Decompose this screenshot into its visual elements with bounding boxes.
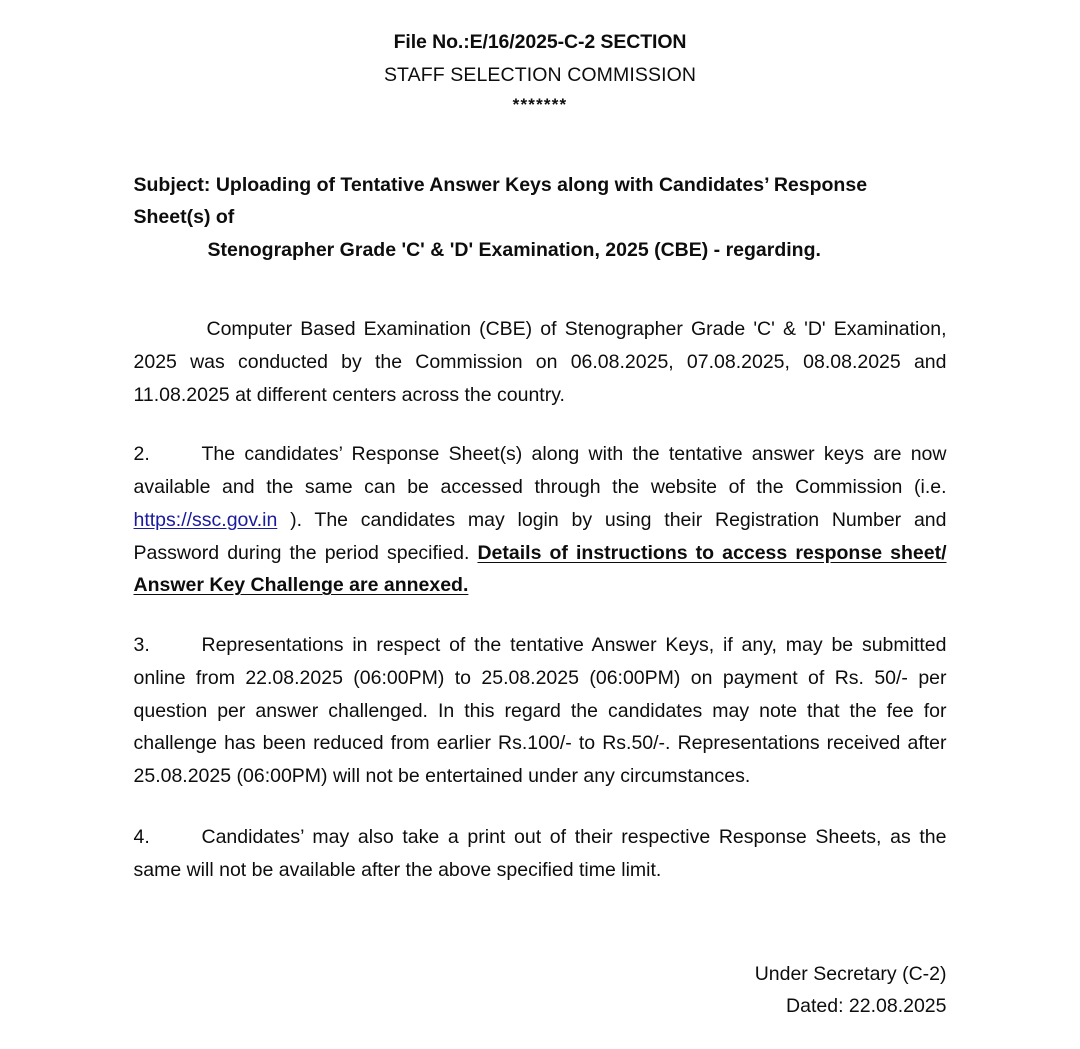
document-header bbox=[0, 0, 1080, 113]
paragraph-1 bbox=[134, 313, 947, 411]
signature-date: Dated: 22.08.2025 bbox=[786, 994, 947, 1017]
paragraph-2 bbox=[134, 438, 947, 602]
paragraph-2-emphasis: Details of instructions to access response sheet/ Answer Key Challenge are annexed. bbox=[133, 541, 947, 597]
signatory-designation: Under Secretary (C-2) bbox=[754, 963, 947, 986]
paragraph-3 bbox=[134, 629, 947, 793]
paragraph-1-text: Computer Based Examination (CBE) of Stenographer Grade 'C' & 'D' Examination, 2025 was conducted by the Commission on 06.08.2025, 07.08.2025, 08.08.2025 and 11.08.2025 at different centers across the country. bbox=[133, 318, 947, 406]
paragraph-2-text-before-link: The candidates’ Response Sheet(s) along with the tentative answer keys are now available and the same can be accessed through the website of the Commission (i.e. bbox=[133, 443, 947, 499]
paragraph-3-text: Representations in respect of the tentative Answer Keys, if any, may be submitted online from 22.08.2025 (06:00PM) to 25.08.2025 (06:00PM) on payment of Rs. 50/- per question per answer challenged. In this regard the candidates may note that the fee for challenge has been reduced from earlier Rs.100/- to Rs.50/-. Representations received after 25.08.2025 (06:00PM) will not be entertained under any circumstances. bbox=[133, 634, 947, 788]
ssc-website-link[interactable]: https://ssc.gov.in bbox=[133, 508, 278, 531]
subject-line-2: Stenographer Grade 'C' & 'D' Examination, 2025 (CBE) - regarding. bbox=[207, 238, 821, 261]
signature-block bbox=[134, 959, 947, 1022]
paragraph-4 bbox=[134, 821, 947, 887]
paragraph-2-text-after-link: ). The candidates may login by using their Registration Number and Password during the period specified. bbox=[133, 508, 947, 564]
paragraph-4-text: Candidates’ may also take a print out of their respective Response Sheets, as the same will not be available after the above specified time limit. bbox=[133, 825, 947, 881]
document-body bbox=[134, 313, 947, 886]
asterisk-separator: ******* bbox=[512, 95, 568, 114]
subject-line-1: Subject: Uploading of Tentative Answer Keys along with Candidates’ Response Sheet(s) of bbox=[133, 174, 868, 229]
organization-name: STAFF SELECTION COMMISSION bbox=[383, 63, 697, 86]
paragraph-4-number: 4. bbox=[133, 825, 150, 848]
paragraph-2-number: 2. bbox=[133, 443, 150, 466]
paragraph-3-number: 3. bbox=[133, 634, 150, 657]
file-number: File No.:E/16/2025-C-2 SECTION bbox=[393, 31, 687, 53]
subject-block bbox=[134, 169, 947, 266]
